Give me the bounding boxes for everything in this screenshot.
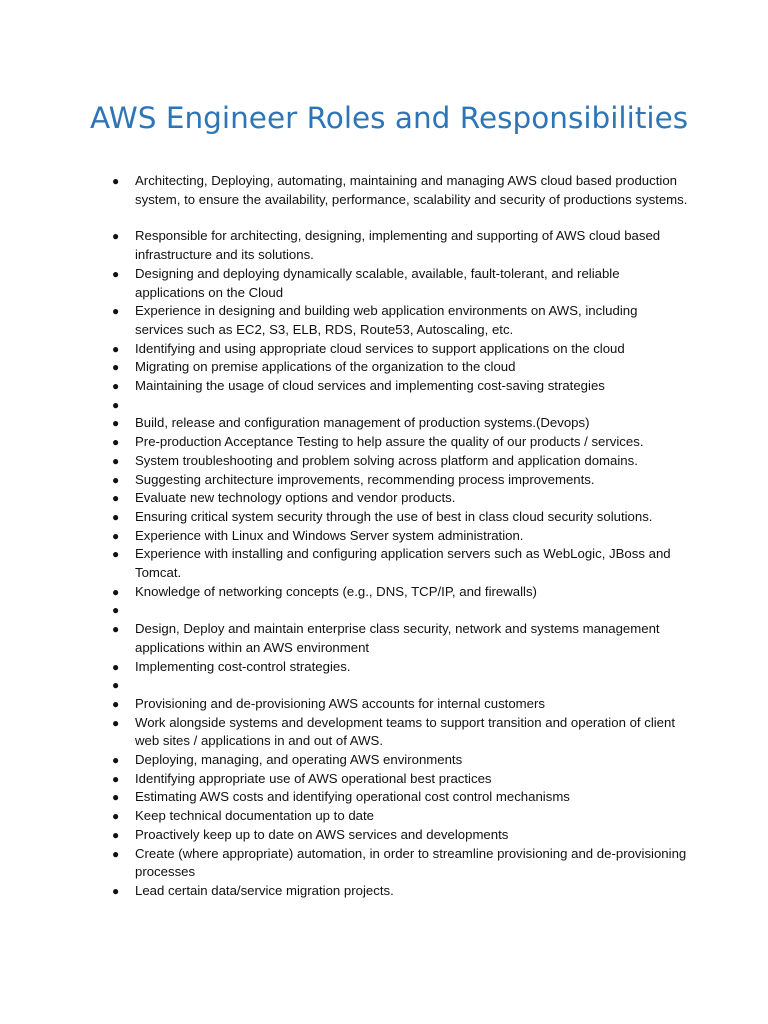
list-item xyxy=(0,545,768,582)
page-title: AWS Engineer Roles and Responsibilities xyxy=(90,101,689,135)
list-item xyxy=(0,265,768,302)
list-item-text: Migrating on premise applications of the organization to the cloud xyxy=(135,359,516,375)
bullet-icon: ● xyxy=(112,584,120,599)
list-item xyxy=(0,695,768,714)
list-item xyxy=(0,601,768,620)
list-item xyxy=(0,340,768,359)
list-item-text: Experience with installing and configuring application servers such as WebLogic, JBoss and Tomcat. xyxy=(135,546,671,581)
list-item xyxy=(0,770,768,789)
list-item xyxy=(0,882,768,901)
list-item-text: Maintaining the usage of cloud services and implementing cost-saving strategies xyxy=(135,378,605,394)
list-item-text: Pre-production Acceptance Testing to help assure the quality of our products / services. xyxy=(135,434,644,450)
bullet-icon: ● xyxy=(112,174,120,188)
list-item-text: Responsible for architecting, designing, implementing and supporting of AWS cloud based infrastructure and its solutions. xyxy=(135,228,661,263)
list-item xyxy=(0,826,768,845)
list-item xyxy=(0,845,768,882)
bullet-icon: ● xyxy=(112,790,120,805)
bullet-icon: ● xyxy=(112,435,120,450)
list-item-text: Lead certain data/service migration projects. xyxy=(135,882,394,898)
bullet-icon: ● xyxy=(112,472,120,487)
bullet-icon: ● xyxy=(112,341,120,356)
list-item xyxy=(0,714,768,751)
list-item-text: System troubleshooting and problem solving across platform and application domains. xyxy=(135,452,638,468)
bullet-icon: ● xyxy=(112,453,120,468)
bullet-icon: ● xyxy=(112,509,120,524)
bullet-icon: ● xyxy=(112,696,120,711)
bullet-icon: ● xyxy=(112,397,120,412)
list-item-text: Create (where appropriate) automation, in order to streamline provisioning and de-provisioning processes xyxy=(135,845,687,880)
bullet-icon: ● xyxy=(112,528,120,543)
list-item xyxy=(0,302,768,339)
bullet-icon: ● xyxy=(112,771,120,786)
bullet-icon: ● xyxy=(112,809,120,824)
list-item-text: Design, Deploy and maintain enterprise class security, network and systems management applications within an AWS environment xyxy=(135,621,660,655)
bullet-icon: ● xyxy=(112,379,120,394)
list-item-text: Deploying, managing, and operating AWS environments xyxy=(135,752,463,768)
list-item-text: Experience with Linux and Windows Server system administration. xyxy=(135,527,524,543)
list-item xyxy=(0,414,768,433)
list-item xyxy=(0,396,768,415)
bullet-icon: ● xyxy=(112,753,120,768)
list-item-text: Keep technical documentation up to date xyxy=(135,808,375,824)
list-item xyxy=(0,658,768,677)
bullet-icon: ● xyxy=(112,846,120,861)
list-item-text: Knowledge of networking concepts (e.g., DNS, TCP/IP, and firewalls) xyxy=(135,583,537,599)
list-item xyxy=(0,433,768,452)
list-item xyxy=(0,676,768,695)
list-item-text: Identifying and using appropriate cloud services to support applications on the cloud xyxy=(135,340,625,356)
list-item-text: Provisioning and de-provisioning AWS accounts for internal customers xyxy=(135,695,545,711)
list-item xyxy=(0,508,768,527)
list-item xyxy=(0,452,768,471)
bullet-icon: ● xyxy=(112,229,120,244)
bullet-icon: ● xyxy=(112,491,120,506)
list-item-text: Experience in designing and building web application environments on AWS, including services such as EC2, S3, ELB, RDS, Route53, Autoscaling, etc. xyxy=(135,303,638,337)
list-item-text: Evaluate new technology options and vendor products. xyxy=(135,490,456,506)
bullet-icon: ● xyxy=(112,659,120,674)
bullet-icon: ● xyxy=(112,360,120,375)
list-item-text: Ensuring critical system security through the use of best in class cloud security solutions. xyxy=(135,508,653,524)
list-item-text: Suggesting architecture improvements, recommending process improvements. xyxy=(135,471,595,487)
bullet-icon: ● xyxy=(112,883,120,898)
list-item xyxy=(0,788,768,807)
list-item-text: Build, release and configuration management of production systems.(Devops) xyxy=(135,415,590,431)
bullet-icon: ● xyxy=(112,547,120,562)
bullet-icon: ● xyxy=(112,678,120,693)
list-item-text: Proactively keep up to date on AWS services and developments xyxy=(135,826,509,842)
list-item xyxy=(0,471,768,490)
responsibilities-list xyxy=(0,172,768,901)
list-item-text: Estimating AWS costs and identifying operational cost control mechanisms xyxy=(135,789,570,805)
list-item-text: Designing and deploying dynamically scalable, available, fault-tolerant, and reliable applications on the Cloud xyxy=(135,265,620,300)
list-item xyxy=(0,377,768,396)
list-item xyxy=(0,751,768,770)
bullet-icon: ● xyxy=(112,416,120,431)
list-item-text xyxy=(135,601,688,620)
list-item-text xyxy=(135,396,688,415)
bullet-icon: ● xyxy=(112,622,120,637)
list-item xyxy=(0,227,768,264)
list-item xyxy=(0,807,768,826)
list-item-text xyxy=(135,676,688,695)
list-item xyxy=(0,583,768,602)
list-item-text: Implementing cost-control strategies. xyxy=(135,658,351,674)
list-item xyxy=(0,358,768,377)
list-item xyxy=(0,172,768,209)
list-item xyxy=(0,620,768,657)
bullet-icon: ● xyxy=(112,603,120,618)
bullet-icon: ● xyxy=(112,266,120,281)
list-item-text: Identifying appropriate use of AWS operational best practices xyxy=(135,770,492,786)
list-item xyxy=(0,527,768,546)
list-item-text: Work alongside systems and development teams to support transition and operation of client web sites / applications in and out of AWS. xyxy=(135,714,676,749)
bullet-icon: ● xyxy=(112,304,120,319)
bullet-icon: ● xyxy=(112,715,120,730)
list-item xyxy=(0,489,768,508)
bullet-icon: ● xyxy=(112,827,120,842)
list-item-text: Architecting, Deploying, automating, maintaining and managing AWS cloud based production system, to ensure the availability, performance, scalability and security of productions systems. xyxy=(135,173,688,207)
